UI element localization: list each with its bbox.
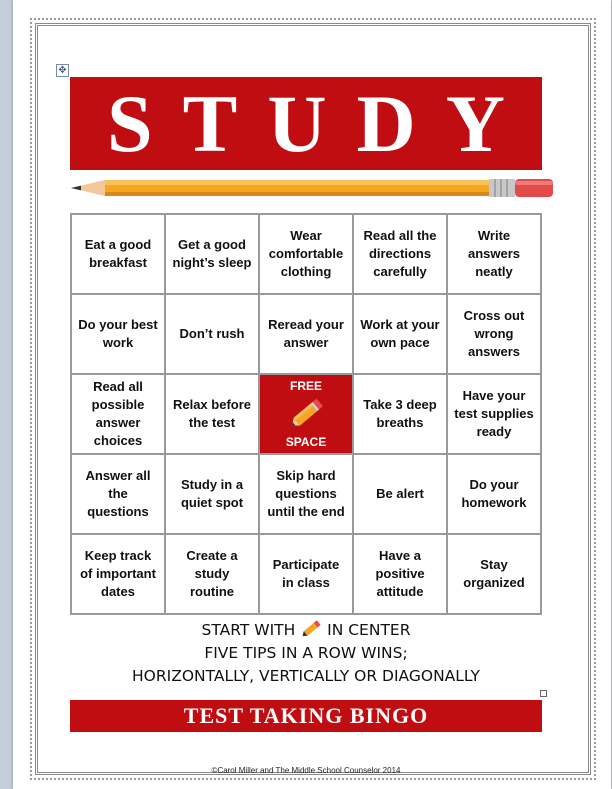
page-title: STUDY xyxy=(107,77,535,169)
rules-line-1: START WITH IN CENTER xyxy=(201,621,411,639)
bingo-cell: Write answers neatly xyxy=(447,214,541,294)
bingo-cell: Cross out wrong answers xyxy=(447,294,541,374)
free-space-bottom: SPACE xyxy=(285,435,327,449)
bingo-cell: Create a study routine xyxy=(165,534,259,614)
bingo-cell: Don’t rush xyxy=(165,294,259,374)
rules-line-3: HORIZONTALLY, VERTICALLY OR DIAGONALLY xyxy=(132,667,480,685)
pencil-icon xyxy=(300,620,322,638)
bingo-cell: Keep track of important dates xyxy=(71,534,165,614)
bingo-cell: Read all possible answer choices xyxy=(71,374,165,454)
bingo-cell: Have your test supplies ready xyxy=(447,374,541,454)
bingo-cell: Have a positive attitude xyxy=(353,534,447,614)
document-page xyxy=(13,0,611,789)
rules-text xyxy=(70,619,542,688)
bingo-cell: Wear comfortable clothing xyxy=(259,214,353,294)
pencil-icon xyxy=(288,397,324,431)
bingo-cell: Reread your answer xyxy=(259,294,353,374)
bingo-grid xyxy=(70,213,542,615)
bingo-cell: Be alert xyxy=(353,454,447,534)
copyright-footer: ©Carol Miller and The Middle School Counselor 2014 xyxy=(211,766,401,775)
bottom-banner xyxy=(70,700,542,732)
free-space-top: FREE xyxy=(289,379,322,393)
bingo-cell: Eat a good breakfast xyxy=(71,214,165,294)
free-space-cell xyxy=(259,374,353,454)
bottom-title: TEST TAKING BINGO xyxy=(183,703,429,728)
bingo-cell: Work at your own pace xyxy=(353,294,447,374)
bingo-cell: Relax before the test xyxy=(165,374,259,454)
bingo-cell: Take 3 deep breaths xyxy=(353,374,447,454)
title-banner xyxy=(70,77,542,170)
resize-handle[interactable] xyxy=(540,690,547,697)
rules-line-2: FIVE TIPS IN A ROW WINS; xyxy=(204,644,408,662)
bingo-cell: Do your best work xyxy=(71,294,165,374)
bingo-cell: Study in a quiet spot xyxy=(165,454,259,534)
bingo-cell: Get a good night’s sleep xyxy=(165,214,259,294)
bingo-cell: Do your homework xyxy=(447,454,541,534)
bingo-cell: Participate in class xyxy=(259,534,353,614)
pencil-icon xyxy=(71,177,555,199)
bingo-cell: Answer all the questions xyxy=(71,454,165,534)
bingo-cell: Read all the directions carefully xyxy=(353,214,447,294)
bingo-cell: Stay organized xyxy=(447,534,541,614)
bingo-cell: Skip hard questions until the end xyxy=(259,454,353,534)
move-handle-icon[interactable]: ✥ xyxy=(56,64,69,77)
